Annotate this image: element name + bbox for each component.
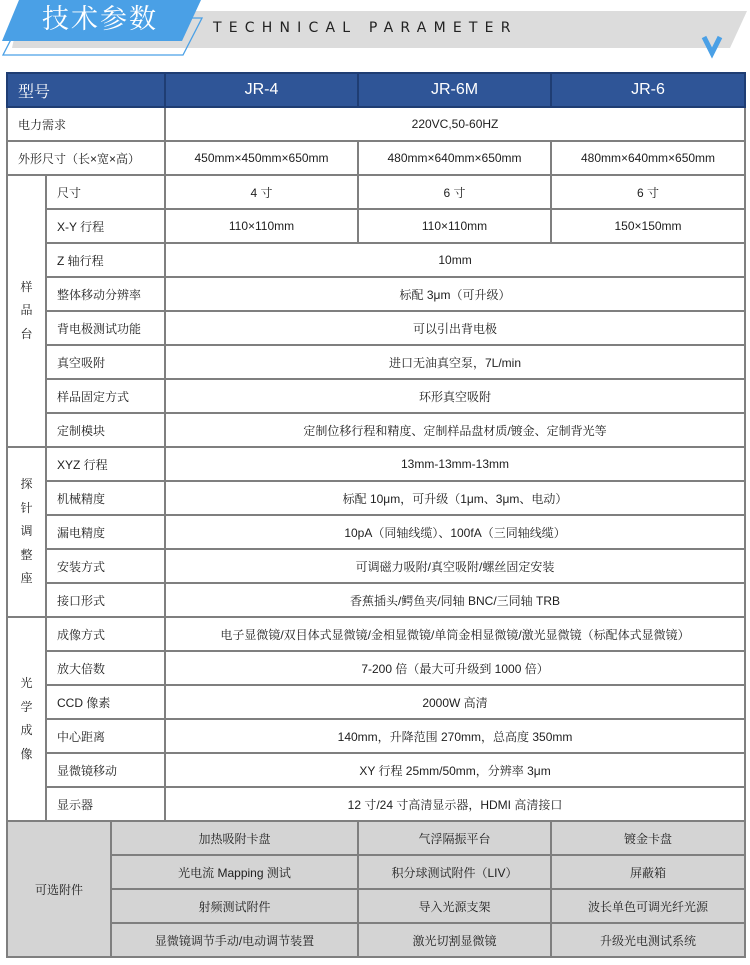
table-row [7,583,745,617]
row-value: 150×150mm [551,209,745,243]
row-label: 漏电精度 [46,515,165,549]
spec-tables [6,72,744,958]
section-banner [0,0,750,62]
group-label-probe-positioner [7,447,46,617]
table-row [7,413,745,447]
model-jr-6: JR-6 [551,73,745,107]
row-value: 可调磁力吸附/真空吸附/螺丝固定安装 [165,549,745,583]
row-value: 标配 10μm，可升级（1μm、3μm、电动） [165,481,745,515]
row-label: 中心距离 [46,719,165,753]
accessory-item: 激光切割显微镜 [358,923,551,957]
table-row [7,481,745,515]
row-value: 480mm×640mm×650mm [551,141,745,175]
row-value: 12 寸/24 寸高清显示器，HDMI 高清接口 [165,787,745,821]
row-label: 背电极测试功能 [46,311,165,345]
accessory-item: 波长单色可调光纤光源 [551,889,745,923]
model-jr-6m: JR-6M [358,73,551,107]
row-label: Z 轴行程 [46,243,165,277]
row-value: 6 寸 [551,175,745,209]
row-value: XY 行程 25mm/50mm，分辨率 3μm [165,753,745,787]
accessory-item: 屏蔽箱 [551,855,745,889]
row-label: 定制模块 [46,413,165,447]
table-row [7,617,745,651]
table-row [7,549,745,583]
table-row [7,515,745,549]
table-row [7,719,745,753]
row-value: 480mm×640mm×650mm [358,141,551,175]
model-header: 型号 [7,73,165,107]
accessory-item: 显微镜调节手动/电动调节装置 [111,923,358,957]
accessory-item: 光电流 Mapping 测试 [111,855,358,889]
row-label: X-Y 行程 [46,209,165,243]
table-row [7,345,745,379]
row-value: 110×110mm [358,209,551,243]
row-value: 电子显微镜/双目体式显微镜/金相显微镜/单筒金相显微镜/激光显微镜（标配体式显微镜） [165,617,745,651]
row-value: 10pA（同轴线缆）、100fA（三同轴线缆） [165,515,745,549]
accessory-item: 积分球测试附件（LIV） [358,855,551,889]
accessory-item: 气浮隔振平台 [358,821,551,855]
accessory-item: 射频测试附件 [111,889,358,923]
accessory-row [7,923,745,957]
table-row [7,175,745,209]
row-label: 显微镜移动 [46,753,165,787]
model-jr-4: JR-4 [165,73,358,107]
group-label-text: 探针调整座 [20,477,33,586]
table-row [7,107,745,141]
row-value: 香蕉插头/鳄鱼夹/同轴 BNC/三同轴 TRB [165,583,745,617]
row-label: 接口形式 [46,583,165,617]
row-value: 7-200 倍（最大可升级到 1000 倍） [165,651,745,685]
section-subtitle: TECHNICAL PARAMETER [213,20,518,36]
row-label: 整体移动分辨率 [46,277,165,311]
row-value: 4 寸 [165,175,358,209]
group-label-text: 光学成像 [20,676,33,761]
row-label: 样品固定方式 [46,379,165,413]
row-label: XYZ 行程 [46,447,165,481]
spec-table [6,72,746,822]
row-value: 进口无油真空泵，7L/min [165,345,745,379]
accessory-row [7,821,745,855]
row-label: 成像方式 [46,617,165,651]
row-label: 电力需求 [7,107,165,141]
row-value: 可以引出背电极 [165,311,745,345]
row-value: 10mm [165,243,745,277]
row-value: 450mm×450mm×650mm [165,141,358,175]
accessory-item: 导入光源支架 [358,889,551,923]
row-value: 定制位移行程和精度、定制样品盘材质/镀金、定制背光等 [165,413,745,447]
row-label: 显示器 [46,787,165,821]
group-label-optical-imaging [7,617,46,821]
group-label-sample-stage [7,175,46,447]
row-label: 外形尺寸（长×宽×高） [7,141,165,175]
table-row [7,447,745,481]
accessories-label: 可选附件 [7,821,111,957]
table-row [7,753,745,787]
row-value: 2000W 高清 [165,685,745,719]
table-row [7,685,745,719]
row-value: 环形真空吸附 [165,379,745,413]
row-label: 安装方式 [46,549,165,583]
table-row [7,651,745,685]
table-row [7,209,745,243]
table-row [7,379,745,413]
group-label-text: 样品台 [20,279,33,341]
row-label: 放大倍数 [46,651,165,685]
accessory-item: 加热吸附卡盘 [111,821,358,855]
row-value: 标配 3μm（可升级） [165,277,745,311]
table-row [7,277,745,311]
header-row [7,73,745,107]
row-value: 6 寸 [358,175,551,209]
accessory-item: 升级光电测试系统 [551,923,745,957]
row-value: 140mm，升降范围 270mm，总高度 350mm [165,719,745,753]
row-label: 机械精度 [46,481,165,515]
section-title: 技术参数 [42,4,158,35]
row-value: 13mm-13mm-13mm [165,447,745,481]
table-row [7,243,745,277]
accessory-row [7,889,745,923]
accessory-row [7,855,745,889]
row-value: 110×110mm [165,209,358,243]
table-row [7,787,745,821]
accessory-item: 镀金卡盘 [551,821,745,855]
row-label: CCD 像素 [46,685,165,719]
row-label: 尺寸 [46,175,165,209]
accessories-table [6,820,746,958]
row-value: 220VC,50-60HZ [165,107,745,141]
row-label: 真空吸附 [46,345,165,379]
table-row [7,311,745,345]
table-row [7,141,745,175]
